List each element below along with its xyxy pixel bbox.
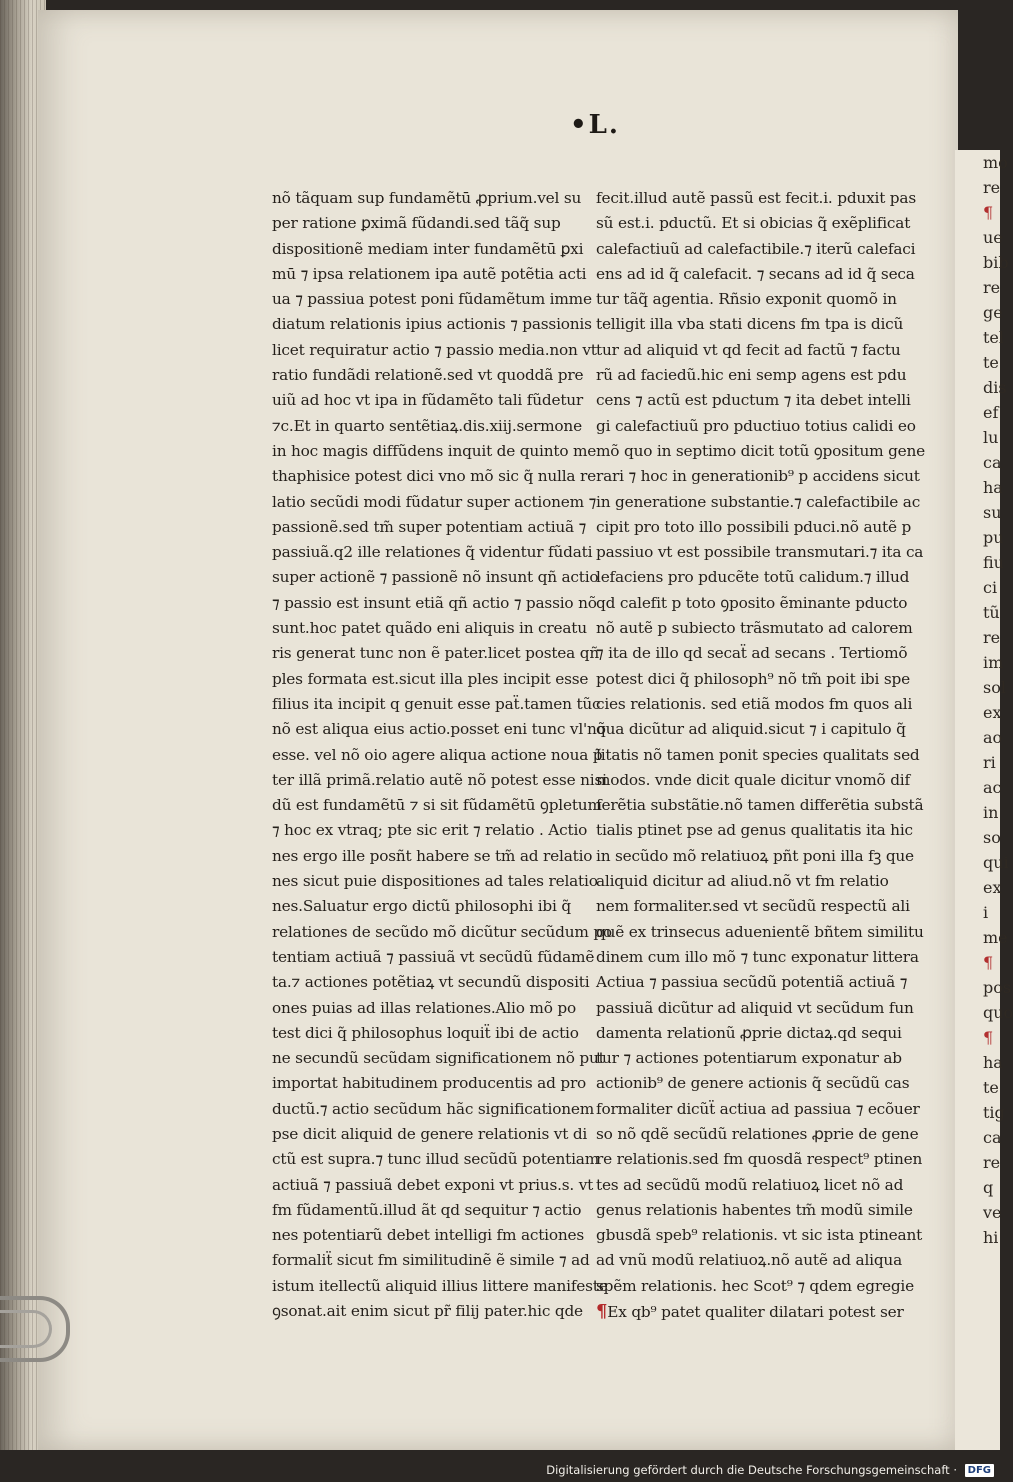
text-line: latio secũdi modi fũdatur super actionem ⁊ xyxy=(272,492,596,511)
next-page-text-fragment: su xyxy=(983,503,1002,522)
text-line: in secũdo mõ relatiuoꝝ pñt poni illa fꝫ que xyxy=(596,846,914,865)
text-line: ta.⁊ actiones potẽtiaꝝ vt secundũ dispositi xyxy=(272,973,590,992)
text-line: quẽ ex trinsecus aduenientẽ bñtem similitu xyxy=(596,922,924,941)
next-page-text-fragment: ex xyxy=(983,703,1002,722)
text-line: ferẽtia substãtie.nõ tamen differẽtia substã xyxy=(596,796,924,815)
text-line: ris generat tunc non ẽ pater.licet postea qñ xyxy=(272,644,599,663)
next-page-text-fragment: hi xyxy=(983,1228,999,1247)
text-line: actiuã ⁊ passiuã debet exponi vt prius.s. vt xyxy=(272,1175,594,1194)
rubric-mark: ¶ xyxy=(596,1301,608,1323)
text-line: istum itellectũ aliquid illius littere manifeste xyxy=(272,1276,608,1295)
next-page-text-fragment: ef xyxy=(983,403,999,422)
next-page-text-fragment: fiu xyxy=(983,553,1004,572)
text-line: esse. vel nõ oio agere aliqua actione noua p̃ xyxy=(272,745,603,764)
text-line: ⁊ passio est insunt etiã qñ actio ⁊ passio nõ xyxy=(272,593,597,612)
next-page-text-fragment: mo xyxy=(983,153,1008,172)
text-line: ductũ.⁊ actio secũdum hãc significationem xyxy=(272,1099,595,1118)
text-line: pse dicit aliquid de genere relationis vt di xyxy=(272,1124,588,1143)
text-line: rari ⁊ hoc in generationib⁹ p accidens sicut xyxy=(596,467,920,486)
page-clip-inner xyxy=(0,1310,52,1348)
next-page-text-fragment: te xyxy=(983,353,999,372)
text-line: nes sicut puie dispositiones ad tales relatio xyxy=(272,872,598,891)
rubric-paragraph-line xyxy=(596,1299,908,1324)
next-page-text-fragment: im xyxy=(983,653,1004,672)
text-line: nes potentiarũ debet intelligi fm actiones xyxy=(272,1226,585,1245)
text-line: in hoc magis diffũdens inquit de quinto me xyxy=(272,441,597,460)
text-line: tur ad aliquid vt qd fecit ad factũ ⁊ factu xyxy=(596,340,901,359)
next-page-text-fragment: qui xyxy=(983,853,1009,872)
next-page-text-fragment: ¶ xyxy=(983,1028,994,1047)
text-line: ⁊c.Et in quarto sentẽtiaꝝ.dis.xiij.sermone xyxy=(272,416,582,435)
text-line: aliquid dicitur ad aliud.nõ vt fm relatio xyxy=(596,872,889,891)
next-page-text-fragment: ha xyxy=(983,1053,1003,1072)
next-page-text-fragment: in xyxy=(983,803,999,822)
text-line: dispositionẽ mediam inter fundamẽtū ꝑxi xyxy=(272,239,584,258)
next-page-text-fragment: ue xyxy=(983,228,1003,247)
text-line: rũ ad faciedũ.hic eni semp agens est pdu xyxy=(596,366,907,385)
next-page-text-fragment: re xyxy=(983,178,1001,197)
text-line: actionib⁹ de genere actionis q̃ secũdũ cas xyxy=(596,1074,910,1093)
next-page-text-fragment: re xyxy=(983,1153,1001,1172)
next-page-fragment xyxy=(955,150,1013,1450)
next-page-text-fragment: ha xyxy=(983,478,1003,497)
next-page-text-fragment: re xyxy=(983,278,1001,297)
next-page-text-fragment: ca xyxy=(983,453,1002,472)
text-line: tes ad secũdũ modũ relatiuoꝝ licet nõ ad xyxy=(596,1175,904,1194)
next-page-text-fragment: ge xyxy=(983,303,1003,322)
text-line: uiũ ad hoc vt ipa in fũdamẽto tali fũdetur xyxy=(272,391,584,410)
text-line: sunt.hoc patet quãdo eni aliquis in creatu xyxy=(272,619,587,638)
text-line: sũ est.i. pductũ. Et si obicias q̃ exẽplificat xyxy=(596,214,911,233)
text-line: nem formaliter.sed vt secũdũ respectũ ali xyxy=(596,897,910,916)
text-line: nes ergo ille posñt habere se tm̃ ad relatio xyxy=(272,846,593,865)
text-line: importat habitudinem producentis ad pro xyxy=(272,1074,587,1093)
next-page-text-fragment: ao xyxy=(983,728,1003,747)
text-line: fm fũdamentũ.illud ãt qd sequitur ⁊ actio xyxy=(272,1200,582,1219)
next-page-text-fragment: q xyxy=(983,1178,994,1197)
text-line: passionẽ.sed tm̃ super potentiam actiuã ⁊ xyxy=(272,517,587,536)
text-line: modos. vnde dicit quale dicitur vnomõ dif xyxy=(596,770,910,789)
text-line: licet requiratur actio ⁊ passio media.non vt xyxy=(272,340,597,359)
dfg-logo: DFG xyxy=(965,1464,994,1477)
text-line: nes.Saluatur ergo dictũ philosophi ibi q̃ xyxy=(272,897,571,916)
text-line: qua dicũtur ad aliquid.sicut ⁊ i capitulo q̃ xyxy=(596,720,906,739)
next-page-text-fragment: re xyxy=(983,628,1001,647)
next-page-text-fragment: tel xyxy=(983,328,1005,347)
text-line: formaliter dicũẗ actiua ad passiua ⁊ ecõuer xyxy=(596,1099,920,1118)
text-line: dinem cum illo mõ ⁊ tunc exponatur littera xyxy=(596,947,919,966)
text-line: ne secundũ secũdam significationem nõ put xyxy=(272,1049,605,1068)
text-line: ones puias ad illas relationes.Alio mõ po xyxy=(272,998,577,1017)
text-line: re relationis.sed fm quosdã respect⁹ ptinen xyxy=(596,1150,923,1169)
digitization-footer xyxy=(0,1458,1000,1482)
text-line: cipit pro toto illo possibili pduci.nõ autẽ p xyxy=(596,517,912,536)
text-line: genus relationis habentes tm̃ modũ simile xyxy=(596,1200,913,1219)
text-line: test dici q̃ philosophus loquiẗ ibi de actio xyxy=(272,1023,579,1042)
next-page-text-fragment: ac xyxy=(983,778,1002,797)
text-line: potest dici q̃ philosoph⁹ nõ tm̃ poit ibi spe xyxy=(596,669,910,688)
rubric-line-text: Ex qb⁹ patet qualiter dilatari potest ser xyxy=(607,1303,904,1322)
text-line: damenta relationũ ꝓprie dictaꝝ.qd sequi xyxy=(596,1023,902,1042)
text-line: fecit.illud autẽ passũ est fecit.i. pduxit pas xyxy=(596,189,916,207)
text-line: diatum relationis ipius actionis ⁊ passionis xyxy=(272,315,592,334)
text-line: spẽm relationis. hec Scot⁹ ⁊ qdem egregie xyxy=(596,1276,914,1295)
next-page-text-fragment: tig xyxy=(983,1103,1005,1122)
text-line: ⁊ hoc ex vtraq; pte sic erit ⁊ relatio . Actio xyxy=(272,821,588,840)
text-line: nõ tãquam sup fundamẽtū ꝓprium.vel su xyxy=(272,189,582,207)
text-line: ples formata est.sicut illa ples incipit esse xyxy=(272,669,589,688)
text-line: telligit illa vba stati dicens fm tpa is dicũ xyxy=(596,315,904,334)
next-page-text-fragment: ve xyxy=(983,1203,1002,1222)
text-line: per ratione ꝑximã fũdandi.sed tãq̃ sup xyxy=(272,214,561,233)
next-page-text-fragment: tũ xyxy=(983,603,1000,622)
text-line: gi calefactiuũ pro pductiuo totius calidi eo xyxy=(596,416,916,435)
text-line: cies relationis. sed etiã modos fm quos ali xyxy=(596,694,913,713)
text-line: passiuã.q2 ille relationes q̃ videntur fũdati xyxy=(272,543,593,562)
next-page-text-fragment: so xyxy=(983,828,1001,847)
text-line: relationes de secũdo mõ dicũtur secũdum po xyxy=(272,922,612,941)
next-page-text-fragment: dis xyxy=(983,378,1007,397)
text-line: tialis ptinet pse ad genus qualitatis ita hic xyxy=(596,821,913,840)
next-page-text-fragment: me xyxy=(983,928,1008,947)
text-line: so nõ qdẽ secũdũ relationes ꝓprie de gene xyxy=(596,1124,919,1143)
text-line: nõ est aliqua eius actio.posset eni tunc vl'nõ xyxy=(272,720,606,739)
text-line: ratio fundãdi relationẽ.sed vt quoddã pre xyxy=(272,366,584,385)
folio-label: L. xyxy=(588,110,620,140)
text-line: ua ⁊ passiua potest poni fũdamẽtum imme xyxy=(272,290,592,309)
text-line: litatis nõ tamen ponit species qualitats sed xyxy=(596,745,920,764)
next-page-text-fragment: ¶ xyxy=(983,203,994,222)
text-line: in generatione substantie.⁊ calefactibile ac xyxy=(596,492,921,511)
left-text-column xyxy=(272,186,612,1324)
folio-number: •L. xyxy=(570,110,620,140)
next-page-text-fragment: ci xyxy=(983,578,998,597)
next-page-text-fragment: ca xyxy=(983,1128,1002,1147)
text-line: Actiua ⁊ passiua secũdũ potentiã actiuã ⁊ xyxy=(596,973,908,992)
text-line: mū ⁊ ipsa relationem ipa autẽ potẽtia acti xyxy=(272,264,587,283)
text-line: nõ autẽ p subiecto trãsmutato ad calorem xyxy=(596,619,913,638)
text-line: tur tãq̃ agentia. Rñsio exponit quomõ in xyxy=(596,290,897,309)
next-page-text-fragment: ri xyxy=(983,753,996,772)
text-line: super actionẽ ⁊ passionẽ nõ insunt qñ actio xyxy=(272,568,599,587)
text-line: ꝯsonat.ait enim sicut pr̃ filij pater.hic qde xyxy=(272,1302,583,1321)
text-line: ctũ est supra.⁊ tunc illud secũdũ potentiam xyxy=(272,1150,600,1169)
next-page-text-fragment: quo xyxy=(983,1003,1013,1022)
next-page-text-fragment: i xyxy=(983,903,989,922)
next-page-text-fragment: sol xyxy=(983,678,1006,697)
text-line: dũ est fundamẽtū ⁊ si sit fũdamẽtū ꝯpletum xyxy=(272,796,602,815)
footer-credit: Digitalisierung gefördert durch die Deutsche Forschungsgemeinschaft · xyxy=(546,1463,957,1477)
next-page-text-fragment: pu xyxy=(983,528,1004,547)
text-line: ter illã primã.relatio autẽ nõ potest esse nisi xyxy=(272,770,607,789)
text-line: ad vnũ modũ relatiuoꝝ.nõ autẽ ad aliqua xyxy=(596,1251,902,1270)
text-line: qd calefit p toto ꝯposito ẽminante pducto xyxy=(596,593,908,612)
text-line: ⁊ ita de illo qd secaẗ ad secans . Tertiomõ xyxy=(596,644,908,663)
text-line: thaphisice potest dici vno mõ sic q̃ nulla re xyxy=(272,467,596,486)
text-line: passiuã dicũtur ad aliquid vt secũdum fun xyxy=(596,998,914,1017)
text-line: tur ⁊ actiones potentiarum exponatur ab xyxy=(596,1049,902,1068)
next-page-text-fragment: pos xyxy=(983,978,1012,997)
text-line: tentiam actiuã ⁊ passiuã vt secũdũ fũdamẽ xyxy=(272,947,595,966)
text-line: formaliẗ sicut fm similitudinẽ ẽ simile ⁊ ad xyxy=(272,1251,590,1270)
next-page-text-fragment: lu xyxy=(983,428,999,447)
text-line: gbusdã speb⁹ relationis. vt sic ista ptineant xyxy=(596,1226,923,1245)
right-text-column xyxy=(596,186,926,1324)
text-line: mõ quo in septimo dicit totũ ꝯpositum gene xyxy=(596,441,926,460)
text-line: passiuo vt est possibile transmutari.⁊ ita ca xyxy=(596,543,924,562)
text-line: ens ad id q̃ calefacit. ⁊ secans ad id q̃ seca xyxy=(596,264,915,283)
text-line: cens ⁊ actũ est pductum ⁊ ita debet intelli xyxy=(596,391,911,410)
text-line: lefaciens pro pducẽte totũ calidum.⁊ illud xyxy=(596,568,910,587)
next-page-text-fragment: bib xyxy=(983,253,1009,272)
next-page-text-fragment: ex xyxy=(983,878,1002,897)
text-line: calefactiuũ ad calefactibile.⁊ iterũ calefaci xyxy=(596,239,916,258)
next-page-text-fragment: ¶ xyxy=(983,953,994,972)
text-line: filius ita incipit q genuit esse paẗ.tamen tũc xyxy=(272,694,601,713)
next-page-text-fragment: te xyxy=(983,1078,999,1097)
